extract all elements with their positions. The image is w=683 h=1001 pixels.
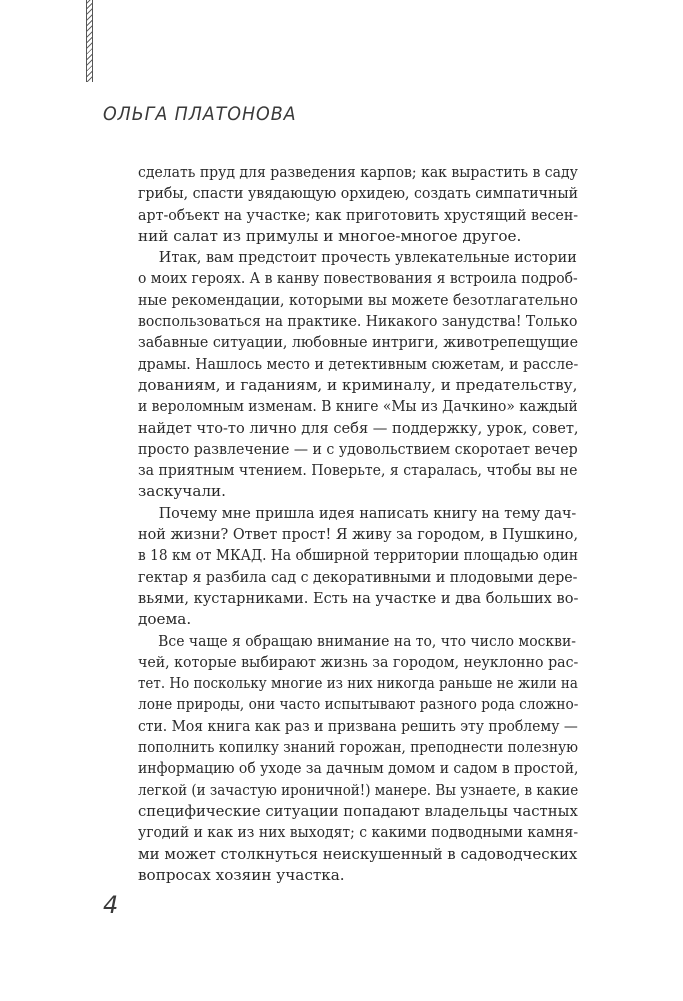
text-line: сти. Моя книга как раз и призвана решить эту проблему — xyxy=(138,716,578,735)
text-line: Итак, вам предстоит прочесть увлекательные истории xyxy=(158,248,577,267)
text-line: Все чаще я обращаю внимание на то, что число москви- xyxy=(158,631,576,650)
text-line: сделать пруд для разведения карпов; как вырастить в саду xyxy=(138,163,578,181)
text-line: драмы. Нашлось место и детективным сюжетам, и рассле- xyxy=(138,354,579,373)
text-line: пополнить копилку знаний горожан, преподнести полезную xyxy=(138,738,579,757)
text-line: ные рекомендации, которыми вы можете безотлагательно xyxy=(138,290,578,309)
text-line: ми может столкнуться неискушенный в садоводческих xyxy=(138,844,578,863)
text-line: Почему мне пришла идея написать книгу на тему дач- xyxy=(158,503,577,522)
running-header-author: ОЛЬГА ПЛАТОНОВА xyxy=(103,103,297,125)
text-line: тет. Но поскольку многие из них никогда раньше не жили на xyxy=(138,674,578,693)
text-line: чей, которые выбирают жизнь за городом, неуклонно рас- xyxy=(138,652,579,671)
text-line: ной жизни? Ответ прост! Я живу за городом, в Пушкино, xyxy=(138,525,579,544)
text-line: ний салат из примулы и многое-многое другое. xyxy=(138,226,522,245)
text-line: просто развлечение — и с удовольствием скоротает вечер xyxy=(138,439,578,458)
text-line: найдет что-то лично для себя — поддержку, урок, совет, xyxy=(138,418,579,437)
main-text-block xyxy=(138,162,578,886)
text-line: гектар я разбила сад с декоративными и плодовыми дере- xyxy=(138,567,578,586)
text-line: воспользоваться на практике. Никакого занудства! Только xyxy=(138,312,578,331)
text-line: специфические ситуации попадают владельцы частных xyxy=(138,801,578,820)
text-line: за приятным чтением. Поверьте, я старалась, чтобы вы не xyxy=(138,461,578,480)
text-line: о моих героях. А в канву повествования я встроила подроб- xyxy=(138,269,578,288)
text-line: доема. xyxy=(138,610,192,629)
text-line: в 18 км от МКАД. На обширной территории площадью один xyxy=(138,546,579,565)
page-number: 4 xyxy=(103,891,119,919)
text-line: грибы, спасти увядающую орхидею, создать симпатичный xyxy=(138,184,579,203)
text-line: заскучали. xyxy=(138,482,226,501)
text-line: арт-объект на участке; как приготовить хрустящий весен- xyxy=(138,205,579,224)
text-line: забавные ситуации, любовные интриги, животрепещущие xyxy=(138,333,578,352)
text-line: информацию об уходе за дачным домом и садом в простой, xyxy=(138,759,579,778)
decorative-hatched-border xyxy=(86,0,93,82)
text-line: угодий и как из них выходят; с какими подводными камня- xyxy=(138,823,579,842)
text-line: и вероломным изменам. В книге «Мы из Дачкино» каждый xyxy=(138,397,578,416)
text-line: вьями, кустарниками. Есть на участке и два больших во- xyxy=(138,588,579,607)
text-line: легкой (и зачастую ироничной!) манере. Вы узнаете, в какие xyxy=(138,780,579,799)
text-line: дованиям, и гаданиям, и криминалу, и предательству, xyxy=(138,375,578,394)
text-line: вопросах хозяин участка. xyxy=(138,865,345,884)
text-line: лоне природы, они часто испытывают разного рода сложно- xyxy=(138,695,579,714)
